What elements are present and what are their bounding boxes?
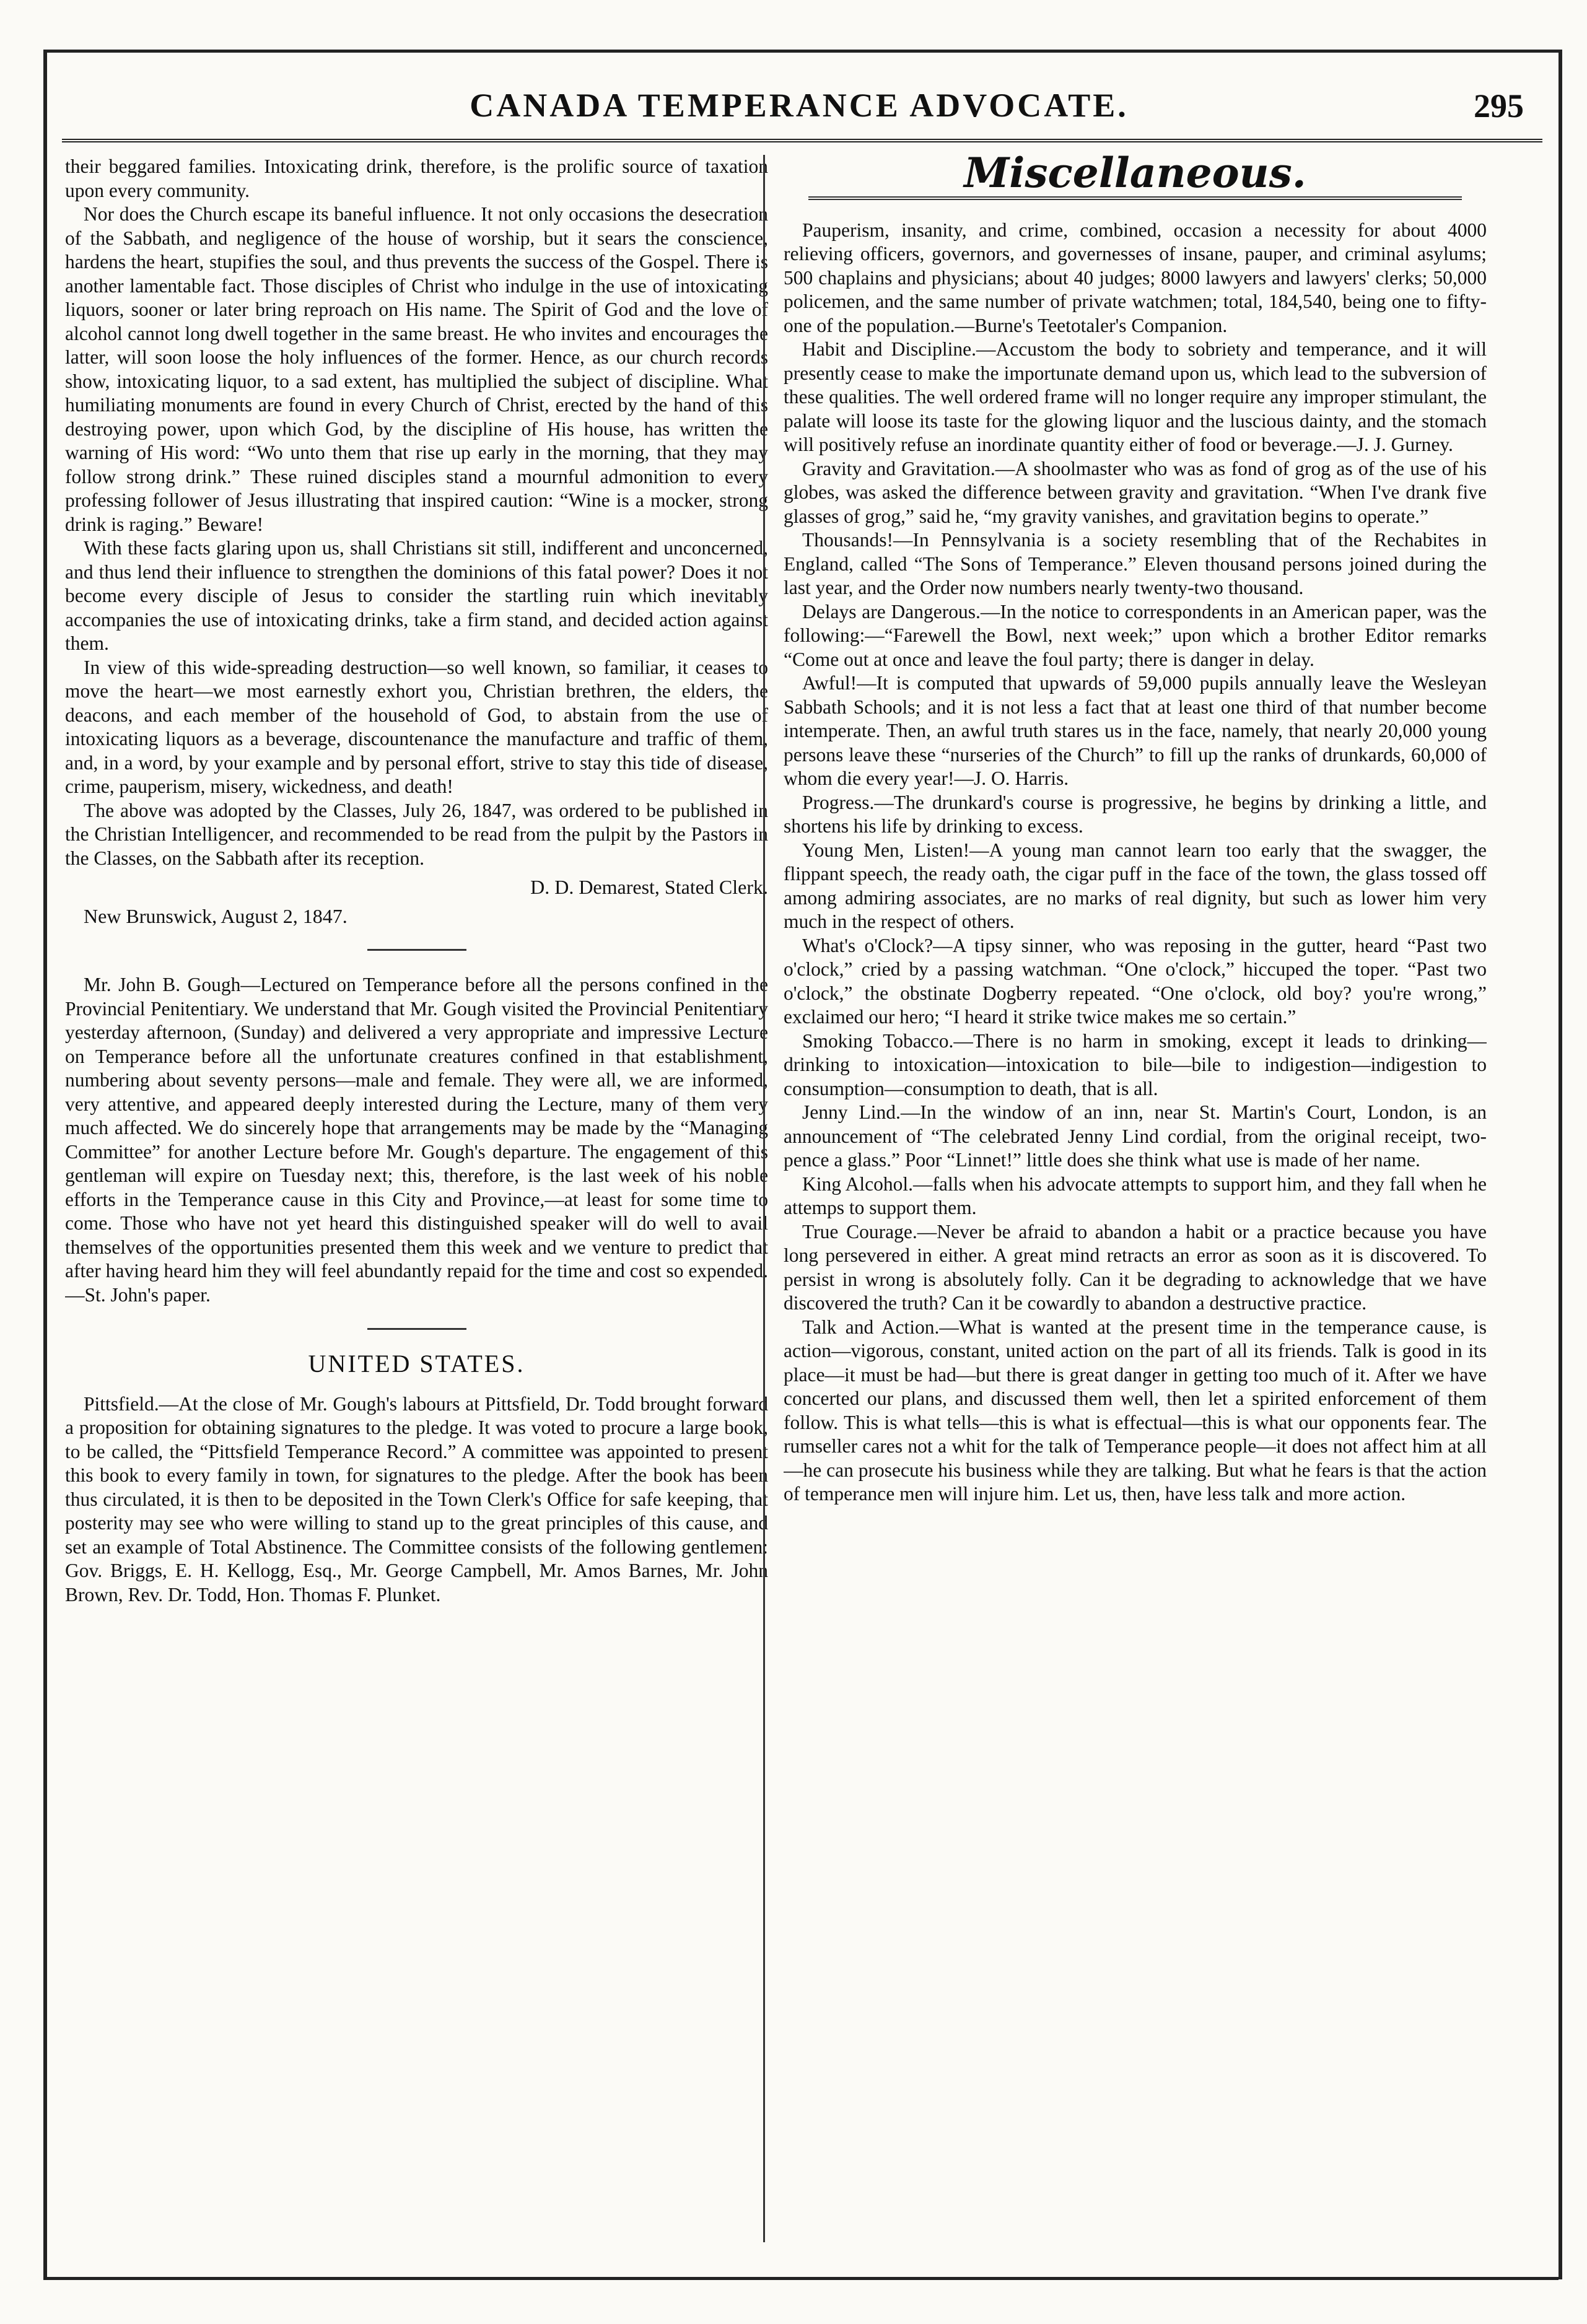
dateline: New Brunswick, August 2, 1847. (84, 904, 348, 927)
misc-item: Smoking Tobacco.—There is no harm in smoking, except it leads to drinking—drinking to intoxication—intoxication to bile—bile to indigestion—indigestion to consumption—consumption to death, that is all. (784, 1029, 1487, 1099)
bottom-border-rule (43, 2277, 1559, 2280)
left-column (65, 155, 768, 2242)
miscellaneous-heading: Miscellaneous. (964, 155, 1306, 197)
misc-item: Talk and Action.—What is wanted at the present time in the temperance cause, is action—vigorous, constant, united action on the part of all its friends. Talk is good in its place—it must be had—but there is great danger in getting too much of it. After we have concerted our plans, and discussed them well, then let a spirited enforcement of them follow. This is what tells—this is what is effectual—this is what our opponents fear. The rumseller cares not a whit for the talk of Temperance people—it does not affect him at all—he can prosecute his business while they are talking. But what he fears is that the action of temperance men will injure him. Let us, then, have less talk and more action. (784, 1316, 1487, 1505)
signature: D. D. Demarest, Stated Clerk. (530, 876, 768, 898)
section-heading: UNITED STATES. (308, 1350, 525, 1378)
article-paragraph: With these facts glaring upon us, shall Christians sit still, indifferent and unconcerned, and thus lend their influence to strengthen the dominions of this fatal power? Does it not become every disciple of Jesus to consider the startling ruin which inevitably accompanies the use of intoxicating drinks, take a firm stand, and decided action against them. (65, 537, 768, 654)
article-paragraph: Nor does the Church escape its baneful influence. It not only occasions the desecration of the Sabbath, and negligence of the house of worship, but it sears the conscience, hardens the heart, stupifies the soul, and thus prevents the success of the Gospel. There is another lamentable fact. Those disciples of Christ who indulge in the use of intoxicating liquors, sooner or later bring reproach on His name. The Spirit of God and the love of alcohol cannot long dwell together in the same breast. He who invites and encourages the latter, will soon loose the holy influences of the former. Hence, as our church records show, intoxicating liquor, to a sad extent, has multiplied the subject of discipline. What humiliating monuments are found in every Church of Christ, erected by the hand of this destroying power, upon which God, by the discipline of His house, has written the warning of His word: “Wo unto them that rise up early in the morning, that they may follow strong drink.” These ruined disciples stand a mournful admonition to every professing follower of Jesus illustrating that inspired caution: “Wine is a mocker, strong drink is raging.” Beware! (65, 203, 768, 535)
misc-item: What's o'Clock?—A tipsy sinner, who was reposing in the gutter, heard “Past two o'clock,” cried by a passing watchman. “One o'clock,” hiccuped the toper. “Past two o'clock,” the obstinate Dogberry repeated. “One o'clock, old boy? you're wrong,” exclaimed our hero; “I heard it strike twice makes me so certain.” (784, 934, 1487, 1028)
header-rule (62, 139, 1542, 142)
article-separator (367, 949, 466, 951)
newspaper-title: CANADA TEMPERANCE ADVOCATE. (470, 87, 1129, 124)
misc-item: Gravity and Gravitation.—A shoolmaster who was as fond of grog as of the use of his globes, was asked the difference between gravity and gravitation. “When I've drank five glasses of grog,” said he, “my gravity vanishes, and gravitation begins to operate.” (784, 457, 1487, 527)
misc-item: True Courage.—Never be afraid to abandon a habit or a practice because you have long persevered in either. A great mind retracts an error as soon as it is discovered. To persist in wrong is absolutely folly. Can it be degrading to acknowledge that we have discovered the truth? Can it be cowardly to abandon a destructive practice. (784, 1220, 1487, 1314)
misc-item: Habit and Discipline.—Accustom the body to sobriety and temperance, and it will presently cease to make the importunate demand upon us, which lead to the subversion of these qualities. The well ordered frame will no longer require any improper stimulant, the palate will loose its taste for the glowing liquor and the luscious dainty, and the stomach will positively refuse an inordinate quantity either of food or beverage.—J. J. Gurney. (784, 338, 1487, 455)
misc-item: Young Men, Listen!—A young man cannot learn too early that the swagger, the flippant speech, the ready oath, the cigar puff in the face of the town, the glass tossed off among admiring associates, are no marks of real dignity, but such as lower him very much in the respect of others. (784, 839, 1487, 932)
pittsfield-article: Pittsfield.—At the close of Mr. Gough's labours at Pittsfield, Dr. Todd brought forward a proposition for obtaining signatures to the pledge. It was voted to procure a large book, to be called, the “Pittsfield Temperance Record.” A committee was appointed to present this book to every family in town, for signatures to the pledge. After the book has been thus circulated, it is then to be deposited in the Town Clerk's Office for safe keeping, that posterity may see who were willing to stand up to the great principles of this cause, and set an example of Total Abstinence. The Committee consists of the following gentlemen: Gov. Briggs, E. H. Kellogg, Esq., Mr. George Campbell, Mr. Amos Barnes, Mr. John Brown, Rev. Dr. Todd, Hon. Thomas F. Plunket. (65, 1392, 768, 1605)
article-paragraph: their beggared families. Intoxicating drink, therefore, is the prolific source of taxation upon every community. (65, 155, 768, 201)
misc-item: Jenny Lind.—In the window of an inn, near St. Martin's Court, London, is an announcement of “The celebrated Jenny Lind cordial, from the original receipt, two-pence a glass.” Poor “Linnet!” little does she think what use is made of her name. (784, 1101, 1487, 1171)
misc-item: Progress.—The drunkard's course is progressive, he begins by drinking a little, and shortens his life by drinking to excess. (784, 791, 1487, 837)
right-column (784, 155, 1487, 2242)
misc-item: Pauperism, insanity, and crime, combined, occasion a necessity for about 4000 relieving officers, governors, and governesses of insane, pauper, and criminal asylums; 500 chaplains and physicians; about 40 judges; 8000 lawyers and lawyers' clerks; 50,000 policemen, and the same number of private watchmen; total, 184,540, being one to fifty-one of the population.—Burne's Teetotaler's Companion. (784, 219, 1487, 336)
article-paragraph: In view of this wide-spreading destruction—so well known, so familiar, it ceases to move the heart—we most earnestly exhort you, Christian brethren, the elders, the deacons, and each member of the household of God, to abstain from the use of intoxicating liquors as a beverage, discountenance the manufacture and traffic of them, and, in a word, by your example and by personal effort, strive to stay this tide of disease, crime, pauperism, misery, wickedness, and death! (65, 656, 768, 797)
page-number: 295 (1474, 87, 1524, 124)
article-separator (367, 1328, 466, 1330)
misc-item: Awful!—It is computed that upwards of 59,000 pupils annually leave the Wesleyan Sabbath Schools; and it is not less a fact that at least one third of that number become intemperate. Then, an awful truth stares us in the face, namely, that nearly 20,000 young persons leave these “nurseries of the Church” to fill up the ranks of drunkards, 60,000 of whom die every year!—J. O. Harris. (784, 672, 1487, 789)
misc-item: Thousands!—In Pennsylvania is a society resembling that of the Rechabites in England, called “The Sons of Temperance.” Eleven thousand persons joined during the last year, and the Order now numbers nearly twenty-two thousand. (784, 529, 1487, 598)
misc-item: Delays are Dangerous.—In the notice to correspondents in an American paper, was the following:—“Farewell the Bowl, next week;” upon which a brother Editor remarks “Come out at once and leave the foul party; there is danger in delay. (784, 600, 1487, 670)
gough-article: Mr. John B. Gough—Lectured on Temperance before all the persons confined in the Provincial Penitentiary. We understand that Mr. Gough visited the Provincial Penitentiary yesterday afternoon, (Sunday) and delivered a very appropriate and impressive Lecture on Temperance before all the unfortunate creatures confined in that establishment, numbering about seventy persons—male and female. They were all, we are informed, very attentive, and appeared deeply interested during the Lecture, many of them very much affected. We do sincerely hope that arrangements may be made by the “Managing Committee” for another Lecture before Mr. Gough's departure. The engagement of this gentleman will expire on Tuesday next; this, therefore, is the last week of his noble efforts in the Temperance cause in this City and Province,—at least for some time to come. Those who have not yet heard this distinguished speaker will do well to avail themselves of the opportunities presented them this week and we venture to predict that after having heard him they will feel abundantly repaid for the time and cost so expended.—St. John's paper. (65, 974, 768, 1306)
page-header (62, 81, 1536, 130)
article-paragraph: The above was adopted by the Classes, July 26, 1847, was ordered to be published in the Christian Intelligencer, and recommended to be read from the pulpit by the Pastors in the Classes, on the Sabbath after its reception. (65, 799, 768, 869)
misc-item: King Alcohol.—falls when his advocate attempts to support him, and they fall when he attemps to support them. (784, 1173, 1487, 1218)
column-divider (763, 155, 765, 2242)
